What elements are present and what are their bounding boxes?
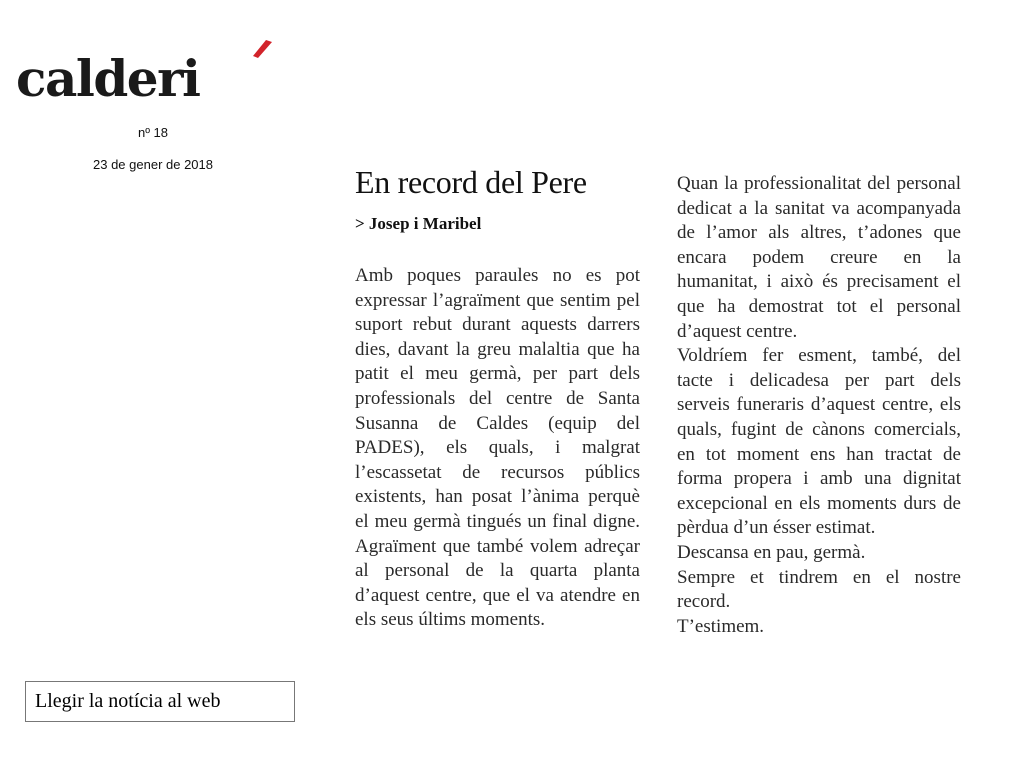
article-paragraph: Voldríem fer esment, també, del tacte i delicadesa per part dels serveis funeraris d’aquest centre, els quals, fugint de cànons comercials, en tot moment ens han tractat de forma propera i amb una dignitat excepcional en els moments durs de pèrdua d’un ésser estimat.	[677, 345, 961, 539]
article-column-2	[677, 172, 961, 639]
article-paragraph: Sempre et tindrem en el nostre record.	[677, 566, 961, 613]
read-on-web-link[interactable]: Llegir la notícia al web	[25, 681, 295, 722]
article-paragraph: T’estimem.	[677, 615, 765, 637]
issue-date: 23 de gener de 2018	[93, 157, 213, 172]
article-headline: En record del Pere	[355, 164, 587, 200]
issue-number: nº 18	[137, 125, 169, 140]
article-paragraph: Descansa en pau, germà.	[677, 541, 866, 563]
article-paragraph: Amb poques paraules no es pot expressar l’agraïment que sentim pel suport rebut durant aquests darrers dies, davant la greu malaltia que ha patit el meu germà, per part dels professionals del centre de Santa Susanna de Caldes (equip del PADES), els quals, i malgrat l’escassetat de recursos públics existents, han posat l’ànima perquè el meu germà tingués un final digne. Agraïment que també volem adreçar al personal de la quarta planta d’aquest centre, que el va atendre en els seus últims moments.	[355, 265, 640, 631]
article-paragraph: Quan la professionalitat del personal dedicat a la sanitat va acompanyada de l’amor als altres, t’adones que encara podem creure en la humanitat, i això és precisament el que ha demostrat tot el personal d’aquest centre.	[677, 173, 961, 342]
article-column-1	[355, 264, 640, 633]
logo-wordmark: calderi	[16, 49, 200, 102]
logo-accent-mark	[253, 40, 272, 58]
newspaper-clipping	[355, 164, 965, 684]
calderi-logo	[16, 40, 276, 102]
calderi-logo-icon	[16, 40, 276, 102]
article-byline: > Josep i Maribel	[355, 214, 482, 233]
